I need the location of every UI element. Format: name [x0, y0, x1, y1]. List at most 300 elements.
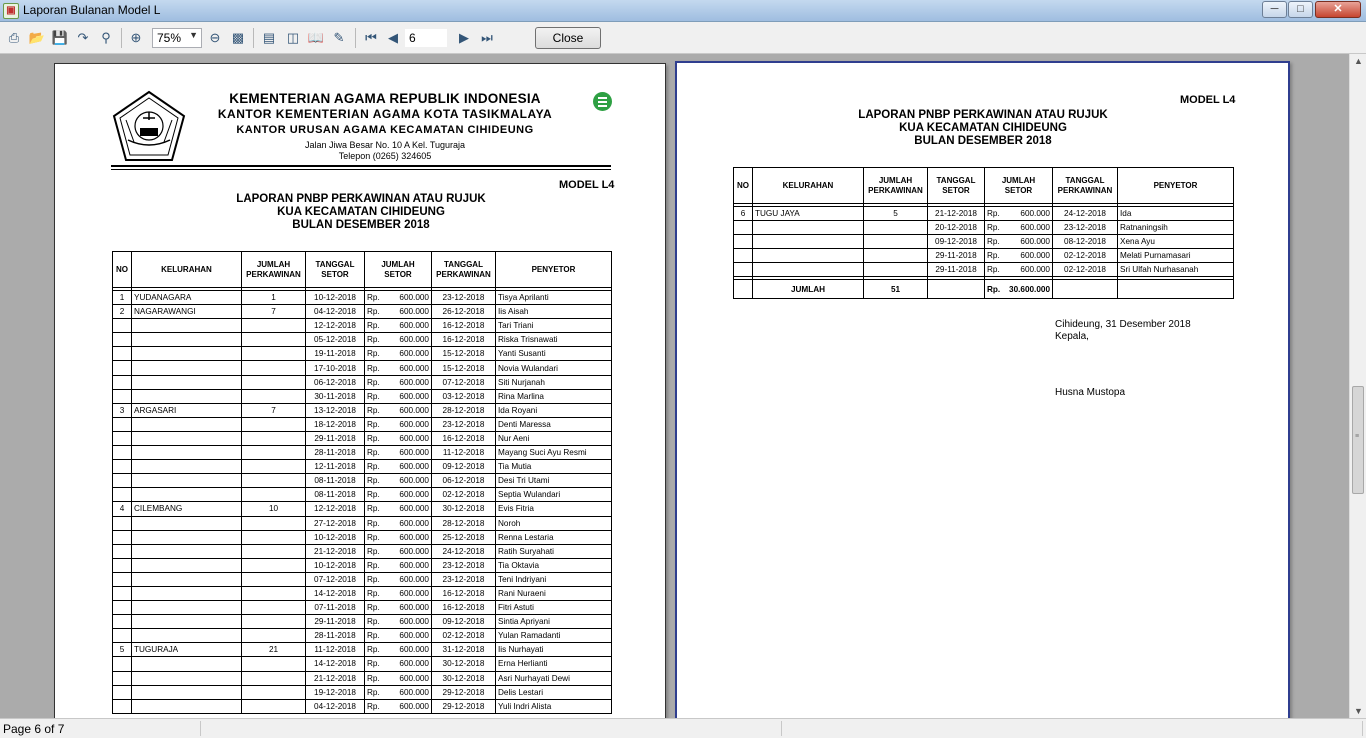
row-no — [734, 235, 753, 249]
toolbar — [0, 22, 1366, 54]
find-icon[interactable]: ⚲ — [101, 30, 111, 45]
zoom-in-icon[interactable]: ⊕ — [130, 30, 142, 45]
page-width-icon[interactable]: ▩ — [231, 30, 245, 45]
row-no — [113, 347, 132, 361]
row-no — [113, 657, 132, 671]
row-penyetor: Yulan Ramadanti — [496, 629, 612, 643]
row-jumlah — [242, 629, 306, 643]
row-penyetor: Ratih Suryahati — [496, 544, 612, 558]
row-penyetor: Asri Nurhayati Dewi — [496, 671, 612, 685]
row-no — [113, 516, 132, 530]
window-title: Laporan Bulanan Model L — [23, 3, 161, 17]
row-tanggal-perkawinan: 28-12-2018 — [432, 516, 496, 530]
row-jumlah-setor: Rp. 600.000 — [365, 403, 432, 417]
row-tanggal-perkawinan: 16-12-2018 — [432, 333, 496, 347]
row-tanggal-perkawinan: 24-12-2018 — [1053, 207, 1118, 221]
row-tanggal-perkawinan: 29-12-2018 — [432, 699, 496, 713]
report-title-line1: LAPORAN PNBP PERKAWINAN ATAU RUJUK — [858, 109, 1108, 121]
header-divider-thin — [111, 169, 611, 170]
table-row — [113, 615, 612, 629]
row-tanggal-perkawinan: 08-12-2018 — [1053, 235, 1118, 249]
toolbar-separator — [355, 28, 356, 48]
report-title-line3: BULAN DESEMBER 2018 — [292, 219, 430, 231]
report-table-body — [734, 207, 1234, 277]
row-no — [113, 671, 132, 685]
office-name: KANTOR KEMENTERIAN AGAMA KOTA TASIKMALAYA — [217, 107, 553, 121]
col-jumlah-perkawinan: JUMLAH PERKAWINAN — [242, 252, 306, 288]
row-no — [113, 629, 132, 643]
row-penyetor: Tia Oktavia — [496, 558, 612, 572]
row-tanggal-setor: 28-11-2018 — [306, 446, 365, 460]
row-tanggal-setor: 29-11-2018 — [306, 615, 365, 629]
row-kelurahan: YUDANAGARA — [132, 291, 242, 305]
row-tanggal-setor: 04-12-2018 — [306, 305, 365, 319]
row-jumlah — [864, 263, 928, 277]
table-row — [113, 305, 612, 319]
table-row — [113, 403, 612, 417]
ministry-name: KEMENTERIAN AGAMA REPUBLIK INDONESIA — [229, 91, 541, 106]
window-close-button[interactable]: ✕ — [1315, 1, 1361, 18]
row-tanggal-perkawinan: 03-12-2018 — [432, 389, 496, 403]
row-penyetor: Mayang Suci Ayu Resmi — [496, 446, 612, 460]
row-penyetor: Renna Lestaria — [496, 530, 612, 544]
row-no — [113, 375, 132, 389]
row-no: 4 — [113, 502, 132, 516]
row-penyetor: Riska Trisnawati — [496, 333, 612, 347]
page-status: Page 6 of 7 — [3, 722, 65, 736]
row-tanggal-setor: 19-11-2018 — [306, 347, 365, 361]
row-tanggal-setor: 04-12-2018 — [306, 699, 365, 713]
table-row — [113, 417, 612, 431]
status-divider — [781, 721, 782, 736]
row-jumlah-setor: Rp. 600.000 — [985, 221, 1053, 235]
table-row — [113, 558, 612, 572]
row-kelurahan — [753, 235, 864, 249]
table-row — [113, 572, 612, 586]
row-jumlah-setor: Rp. 600.000 — [365, 615, 432, 629]
row-tanggal-perkawinan: 23-12-2018 — [432, 572, 496, 586]
row-kelurahan: TUGURAJA — [132, 643, 242, 657]
row-penyetor: Rani Nuraeni — [496, 586, 612, 600]
row-kelurahan — [753, 221, 864, 235]
row-tanggal-setor: 12-11-2018 — [306, 460, 365, 474]
row-jumlah-setor: Rp. 600.000 — [365, 586, 432, 600]
row-penyetor: Nur Aeni — [496, 431, 612, 445]
col-no: NO — [113, 252, 132, 288]
page-number-input[interactable]: 6 — [404, 28, 448, 48]
table-row — [113, 544, 612, 558]
row-tanggal-perkawinan: 30-12-2018 — [432, 671, 496, 685]
place-date: Cihideung, 31 Desember 2018 — [1055, 319, 1191, 330]
zoom-out-icon[interactable]: ⊖ — [209, 30, 221, 45]
row-jumlah — [242, 544, 306, 558]
menu-icon[interactable] — [593, 92, 612, 111]
col-kelurahan: KELURAHAN — [753, 168, 864, 204]
row-jumlah-setor: Rp. 600.000 — [985, 207, 1053, 221]
scroll-thumb[interactable]: ≡ — [1352, 386, 1364, 494]
row-jumlah — [242, 446, 306, 460]
row-tanggal-setor: 08-11-2018 — [306, 488, 365, 502]
row-no — [113, 417, 132, 431]
row-penyetor: Tisya Aprilanti — [496, 291, 612, 305]
row-penyetor: Evis Fitria — [496, 502, 612, 516]
row-kelurahan — [132, 375, 242, 389]
row-tanggal-perkawinan: 23-12-2018 — [432, 558, 496, 572]
row-jumlah-setor: Rp. 600.000 — [365, 417, 432, 431]
table-row — [734, 207, 1234, 221]
row-jumlah — [242, 431, 306, 445]
row-jumlah-setor: Rp. 600.000 — [365, 671, 432, 685]
row-tanggal-perkawinan: 02-12-2018 — [432, 488, 496, 502]
table-row — [113, 361, 612, 375]
row-tanggal-perkawinan: 02-12-2018 — [432, 629, 496, 643]
row-jumlah-setor: Rp. 600.000 — [365, 305, 432, 319]
row-kelurahan — [132, 474, 242, 488]
table-row — [113, 629, 612, 643]
row-penyetor: Yuli Indri Alista — [496, 699, 612, 713]
row-kelurahan — [132, 347, 242, 361]
row-no — [113, 530, 132, 544]
row-tanggal-setor: 28-11-2018 — [306, 629, 365, 643]
print-icon[interactable]: ⎙ — [8, 30, 20, 45]
row-kelurahan — [132, 516, 242, 530]
status-divider — [200, 721, 201, 736]
row-penyetor: Sri Ulfah Nurhasanah — [1118, 263, 1234, 277]
row-tanggal-setor: 13-12-2018 — [306, 403, 365, 417]
row-jumlah-setor: Rp. 600.000 — [365, 446, 432, 460]
row-jumlah-setor: Rp. 600.000 — [365, 544, 432, 558]
row-no — [113, 389, 132, 403]
row-jumlah — [242, 389, 306, 403]
row-no: 6 — [734, 207, 753, 221]
preview-viewport[interactable] — [0, 54, 1349, 718]
office-phone: Telepon (0265) 324605 — [338, 151, 432, 161]
row-jumlah — [864, 235, 928, 249]
row-no — [734, 249, 753, 263]
maximize-button[interactable]: □ — [1288, 1, 1313, 18]
row-tanggal-setor: 07-11-2018 — [306, 601, 365, 615]
row-tanggal-perkawinan: 16-12-2018 — [432, 431, 496, 445]
row-no: 3 — [113, 403, 132, 417]
row-jumlah-setor: Rp. 600.000 — [365, 530, 432, 544]
row-no — [113, 488, 132, 502]
signer-name: Husna Mustopa — [1055, 387, 1126, 398]
col-no: NO — [734, 168, 753, 204]
row-tanggal-setor: 06-12-2018 — [306, 375, 365, 389]
row-no — [734, 263, 753, 277]
row-no — [113, 558, 132, 572]
header-divider — [111, 165, 611, 167]
row-tanggal-perkawinan: 02-12-2018 — [1053, 263, 1118, 277]
row-tanggal-setor: 11-12-2018 — [306, 643, 365, 657]
chevron-down-icon: ▼ — [189, 30, 198, 40]
row-tanggal-setor: 18-12-2018 — [306, 417, 365, 431]
row-penyetor: Erna Herlianti — [496, 657, 612, 671]
table-row — [734, 263, 1234, 277]
first-page-icon[interactable]: ⏮ — [365, 30, 377, 45]
row-kelurahan — [132, 361, 242, 375]
row-tanggal-setor: 12-12-2018 — [306, 319, 365, 333]
row-no — [113, 474, 132, 488]
table-row — [113, 375, 612, 389]
row-tanggal-perkawinan: 16-12-2018 — [432, 586, 496, 600]
row-tanggal-setor: 05-12-2018 — [306, 333, 365, 347]
row-jumlah-setor: Rp. 600.000 — [365, 319, 432, 333]
row-tanggal-perkawinan: 23-12-2018 — [432, 417, 496, 431]
row-tanggal-perkawinan: 30-12-2018 — [432, 657, 496, 671]
row-no: 1 — [113, 291, 132, 305]
row-jumlah — [864, 249, 928, 263]
row-kelurahan — [753, 263, 864, 277]
row-tanggal-setor: 29-11-2018 — [928, 263, 985, 277]
row-kelurahan — [132, 657, 242, 671]
title-bar — [0, 0, 1366, 22]
table-row — [113, 319, 612, 333]
row-tanggal-perkawinan: 23-12-2018 — [1053, 221, 1118, 235]
row-kelurahan — [132, 530, 242, 544]
row-kelurahan — [132, 671, 242, 685]
row-kelurahan — [132, 629, 242, 643]
vertical-scrollbar[interactable] — [1349, 54, 1366, 718]
row-jumlah — [242, 685, 306, 699]
col-tanggal-setor: TANGGAL SETOR — [306, 252, 365, 288]
status-bar — [0, 718, 1366, 738]
total-count: 51 — [864, 280, 928, 299]
row-no — [113, 544, 132, 558]
row-kelurahan: CILEMBANG — [132, 502, 242, 516]
zoom-value: 75% — [157, 31, 182, 45]
row-penyetor: Denti Maressa — [496, 417, 612, 431]
row-tanggal-setor: 29-11-2018 — [928, 249, 985, 263]
table-row — [113, 586, 612, 600]
row-kelurahan — [132, 544, 242, 558]
row-tanggal-perkawinan: 15-12-2018 — [432, 347, 496, 361]
row-jumlah: 7 — [242, 305, 306, 319]
table-row — [113, 530, 612, 544]
col-kelurahan: KELURAHAN — [132, 252, 242, 288]
row-no — [113, 685, 132, 699]
row-no — [113, 699, 132, 713]
row-jumlah-setor: Rp. 600.000 — [365, 460, 432, 474]
row-penyetor: Iis Nurhayati — [496, 643, 612, 657]
col-jumlah-setor: JUMLAH SETOR — [365, 252, 432, 288]
row-penyetor: Septia Wulandari — [496, 488, 612, 502]
row-tanggal-perkawinan: 30-12-2018 — [432, 502, 496, 516]
row-jumlah — [242, 657, 306, 671]
row-kelurahan — [132, 431, 242, 445]
row-tanggal-perkawinan: 16-12-2018 — [432, 601, 496, 615]
row-no — [113, 431, 132, 445]
row-jumlah-setor: Rp. 600.000 — [365, 558, 432, 572]
row-penyetor: Teni Indriyani — [496, 572, 612, 586]
table-row — [113, 488, 612, 502]
row-jumlah-setor: Rp. 600.000 — [365, 657, 432, 671]
scroll-down-icon[interactable]: ▼ — [1354, 706, 1363, 716]
row-penyetor: Siti Nurjanah — [496, 375, 612, 389]
row-tanggal-setor: 19-12-2018 — [306, 685, 365, 699]
row-tanggal-setor: 21-12-2018 — [306, 671, 365, 685]
row-jumlah — [242, 615, 306, 629]
col-penyetor: PENYETOR — [496, 252, 612, 288]
table-row — [113, 389, 612, 403]
signer-position: Kepala, — [1055, 331, 1089, 342]
two-page-icon[interactable]: ◫ — [286, 30, 300, 45]
row-penyetor: Ida — [1118, 207, 1234, 221]
table-row — [113, 643, 612, 657]
row-kelurahan — [132, 333, 242, 347]
col-jumlah-perkawinan: JUMLAH PERKAWINAN — [864, 168, 928, 204]
row-tanggal-setor: 30-11-2018 — [306, 389, 365, 403]
table-row — [113, 291, 612, 305]
row-kelurahan — [132, 699, 242, 713]
row-tanggal-setor: 14-12-2018 — [306, 657, 365, 671]
kua-name: KANTOR URUSAN AGAMA KECAMATAN CIHIDEUNG — [236, 124, 534, 136]
row-penyetor: Novia Wulandari — [496, 361, 612, 375]
last-page-icon[interactable]: ⏭ — [481, 30, 493, 45]
table-row — [734, 235, 1234, 249]
total-row — [734, 280, 1234, 299]
toolbar-separator — [121, 28, 122, 48]
table-row — [113, 460, 612, 474]
model-label: MODEL L4 — [559, 179, 615, 191]
row-penyetor: Delis Lestari — [496, 685, 612, 699]
report-title-line2: KUA KECAMATAN CIHIDEUNG — [899, 122, 1067, 134]
row-no — [113, 460, 132, 474]
total-amount: Rp. 30.600.000 — [985, 280, 1053, 299]
report-table-body — [113, 291, 612, 714]
row-tanggal-perkawinan: 09-12-2018 — [432, 460, 496, 474]
row-tanggal-setor: 20-12-2018 — [928, 221, 985, 235]
row-tanggal-perkawinan: 09-12-2018 — [432, 615, 496, 629]
row-jumlah: 7 — [242, 403, 306, 417]
report-title — [733, 109, 1233, 148]
row-jumlah — [864, 221, 928, 235]
row-tanggal-perkawinan: 06-12-2018 — [432, 474, 496, 488]
row-jumlah: 21 — [242, 643, 306, 657]
one-page-icon[interactable]: ▤ — [262, 30, 276, 45]
toolbar-separator — [253, 28, 254, 48]
row-jumlah: 10 — [242, 502, 306, 516]
report-page-left — [54, 63, 666, 718]
row-tanggal-setor: 07-12-2018 — [306, 572, 365, 586]
table-row — [734, 249, 1234, 263]
row-kelurahan — [132, 446, 242, 460]
table-row — [113, 446, 612, 460]
row-tanggal-setor: 21-12-2018 — [928, 207, 985, 221]
row-jumlah — [242, 671, 306, 685]
table-row — [113, 502, 612, 516]
row-jumlah — [242, 488, 306, 502]
signature-block — [1055, 319, 1191, 399]
table-row — [113, 699, 612, 713]
row-jumlah-setor: Rp. 600.000 — [365, 699, 432, 713]
row-jumlah-setor: Rp. 600.000 — [365, 291, 432, 305]
export-icon[interactable]: ↷ — [77, 30, 89, 45]
row-kelurahan — [132, 601, 242, 615]
row-jumlah-setor: Rp. 600.000 — [365, 516, 432, 530]
row-kelurahan — [132, 460, 242, 474]
row-tanggal-setor: 10-12-2018 — [306, 558, 365, 572]
row-tanggal-setor: 12-12-2018 — [306, 502, 365, 516]
row-jumlah — [242, 333, 306, 347]
row-tanggal-setor: 10-12-2018 — [306, 291, 365, 305]
report-table — [733, 167, 1234, 299]
row-jumlah-setor: Rp. 600.000 — [365, 361, 432, 375]
row-jumlah: 5 — [864, 207, 928, 221]
row-penyetor: Melati Purnamasari — [1118, 249, 1234, 263]
book-icon[interactable]: 📖 — [307, 30, 325, 45]
row-no: 2 — [113, 305, 132, 319]
row-jumlah — [242, 586, 306, 600]
table-row — [113, 333, 612, 347]
row-jumlah-setor: Rp. 600.000 — [365, 502, 432, 516]
row-no — [113, 601, 132, 615]
row-tanggal-setor: 09-12-2018 — [928, 235, 985, 249]
row-jumlah — [242, 572, 306, 586]
row-jumlah: 1 — [242, 291, 306, 305]
row-tanggal-setor: 17-10-2018 — [306, 361, 365, 375]
row-tanggal-perkawinan: 31-12-2018 — [432, 643, 496, 657]
edit-icon[interactable]: ✎ — [333, 30, 345, 45]
row-penyetor: Ida Royani — [496, 403, 612, 417]
zoom-select[interactable] — [152, 28, 202, 48]
row-penyetor: Sintia Apriyani — [496, 615, 612, 629]
row-jumlah-setor: Rp. 600.000 — [365, 572, 432, 586]
row-kelurahan — [132, 389, 242, 403]
next-page-icon[interactable]: ▶ — [459, 30, 469, 45]
row-jumlah-setor: Rp. 600.000 — [365, 601, 432, 615]
row-jumlah — [242, 516, 306, 530]
row-penyetor: Xena Ayu — [1118, 235, 1234, 249]
report-title-line1: LAPORAN PNBP PERKAWINAN ATAU RUJUK — [236, 193, 486, 205]
row-tanggal-perkawinan: 25-12-2018 — [432, 530, 496, 544]
row-kelurahan — [132, 417, 242, 431]
row-kelurahan: ARGASARI — [132, 403, 242, 417]
save-icon[interactable]: 💾 — [51, 30, 69, 45]
total-label: JUMLAH — [753, 280, 864, 299]
table-row — [113, 685, 612, 699]
close-button[interactable]: Close — [535, 27, 601, 49]
row-jumlah — [242, 699, 306, 713]
row-jumlah-setor: Rp. 600.000 — [365, 488, 432, 502]
open-icon[interactable]: 📂 — [28, 30, 46, 45]
row-no — [113, 572, 132, 586]
scroll-up-icon[interactable]: ▲ — [1354, 56, 1363, 66]
table-row — [113, 431, 612, 445]
row-jumlah-setor: Rp. 600.000 — [365, 629, 432, 643]
row-jumlah-setor: Rp. 600.000 — [365, 643, 432, 657]
row-penyetor: Ratnaningsih — [1118, 221, 1234, 235]
row-tanggal-perkawinan: 29-12-2018 — [432, 685, 496, 699]
row-penyetor: Iis Aisah — [496, 305, 612, 319]
row-tanggal-perkawinan: 23-12-2018 — [432, 291, 496, 305]
row-penyetor: Fitri Astuti — [496, 601, 612, 615]
row-kelurahan: NAGARAWANGI — [132, 305, 242, 319]
row-jumlah — [242, 558, 306, 572]
row-penyetor: Noroh — [496, 516, 612, 530]
row-jumlah-setor: Rp. 600.000 — [365, 333, 432, 347]
report-app-icon: ▣ — [3, 3, 19, 19]
model-label: MODEL L4 — [1180, 94, 1236, 106]
row-jumlah-setor: Rp. 600.000 — [365, 431, 432, 445]
minimize-button[interactable]: ─ — [1262, 1, 1287, 18]
col-tanggal-setor: TANGGAL SETOR — [928, 168, 985, 204]
report-title-line2: KUA KECAMATAN CIHIDEUNG — [277, 206, 445, 218]
row-jumlah-setor: Rp. 600.000 — [365, 389, 432, 403]
row-kelurahan — [132, 685, 242, 699]
row-no — [113, 446, 132, 460]
prev-page-icon[interactable]: ◀ — [388, 30, 398, 45]
